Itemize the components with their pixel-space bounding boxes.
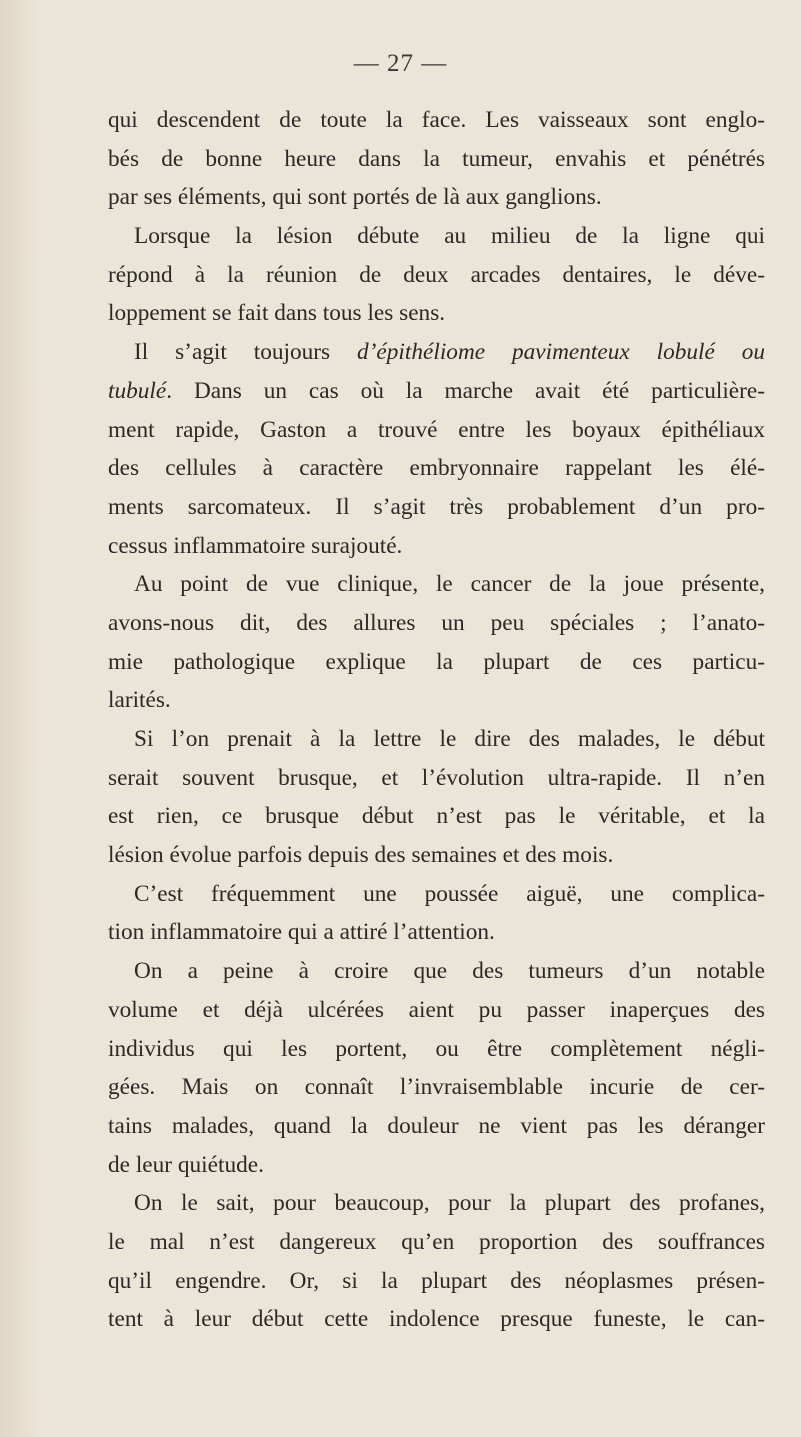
text-line: cessus inflammatoire surajouté. (108, 532, 403, 559)
text-line: lésion évolue parfois depuis des semaines et des mois. (108, 842, 614, 869)
text-line: ments sarcomateux. Il s’agit très probablement d’un pro- (108, 493, 765, 520)
text-line: des cellules à caractère embryonnaire rappelant les élé- (108, 455, 765, 482)
text-line: le mal n’est dangereux qu’en proportion des souffrances (108, 1228, 765, 1255)
text-line: bés de bonne heure dans la tumeur, envahis et pénétrés (108, 145, 765, 172)
page-number: — 27 — (353, 50, 448, 77)
text-line: ment rapide, Gaston a trouvé entre les boyaux épithéliaux (108, 416, 765, 443)
text-line: On a peine à croire que des tumeurs d’un notable (134, 958, 765, 985)
text-line: tion inflammatoire qui a attiré l’attention. (108, 919, 495, 946)
body-text (108, 101, 765, 1339)
text-line: est rien, ce brusque début n’est pas le véritable, et la (108, 803, 765, 830)
text-line: larités. (108, 687, 171, 714)
text-line: loppement se fait dans tous les sens. (108, 300, 446, 327)
italic-term: tubulé (108, 377, 167, 404)
text-segment: . Dans un cas où la marche avait été particulière- (166, 377, 765, 404)
text-line: gées. Mais on connaît l’invraisemblable incurie de cer- (108, 1074, 765, 1101)
text-line: Au point de vue clinique, le cancer de la joue présente, (134, 571, 765, 598)
text-line: C’est fréquemment une poussée aiguë, une complica- (134, 880, 765, 907)
text-line: tent à leur début cette indolence presque funeste, le can- (108, 1306, 765, 1333)
text-line: serait souvent brusque, et l’évolution ultra-rapide. Il n’en (108, 764, 765, 791)
text-line: On le sait, pour beaucoup, pour la plupart des profanes, (134, 1190, 765, 1217)
text-line: qui descendent de toute la face. Les vaisseaux sont englo- (108, 107, 765, 133)
text-line: avons-nous dit, des allures un peu spéciales ; l’anato- (108, 609, 765, 636)
text-line: Lorsque la lésion débute au milieu de la ligne qui (134, 223, 765, 250)
text-line: individus qui les portent, ou être complètement négli- (108, 1035, 765, 1062)
text-line: volume et déjà ulcérées aient pu passer inaperçues des (108, 996, 765, 1023)
text-segment: Il s’agit toujours (134, 339, 358, 366)
text-line: répond à la réunion de deux arcades dentaires, le déve- (108, 261, 765, 288)
text-line: Si l’on prenait à la lettre le dire des malades, le début (134, 726, 765, 752)
text-line: par ses éléments, qui sont portés de là aux ganglions. (108, 184, 602, 211)
text-line: mie pathologique explique la plupart de ces particu- (108, 648, 765, 675)
italic-term: d’épithéliome pavimenteux lobulé ou (357, 339, 765, 366)
text-line (108, 333, 765, 372)
text-line (108, 372, 765, 411)
text-line: tains malades, quand la douleur ne vient pas les déranger (108, 1112, 765, 1139)
text-line: de leur quiétude. (108, 1151, 264, 1178)
text-line: qu’il engendre. Or, si la plupart des néoplasmes présen- (108, 1267, 765, 1294)
